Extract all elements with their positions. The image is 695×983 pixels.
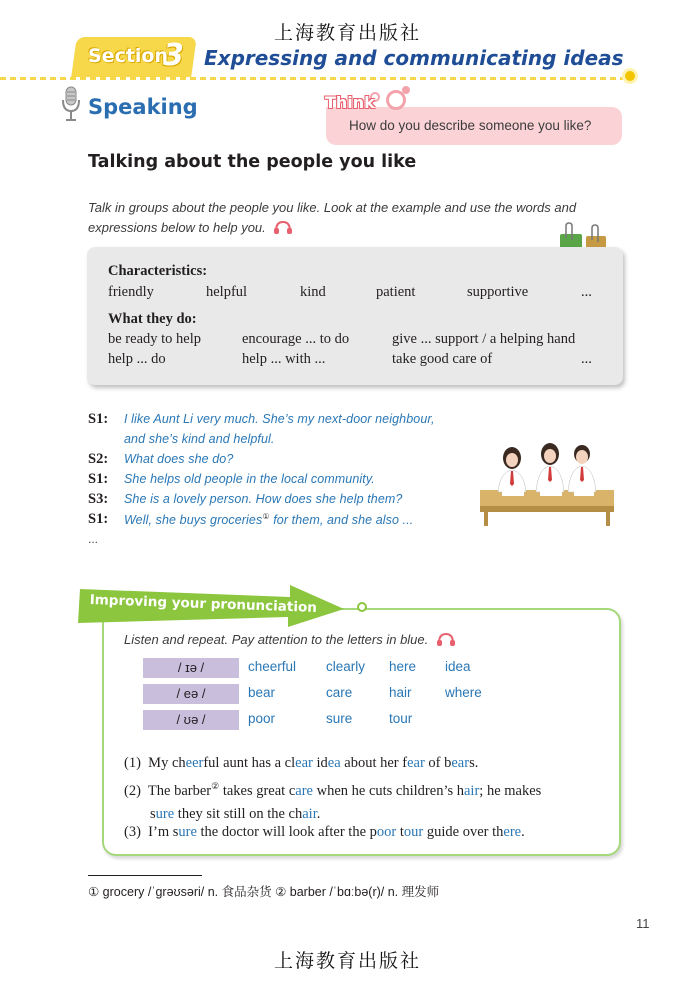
speaker-label: S1: [88,511,109,527]
sentence-number: (3) [124,824,141,840]
pronunciation-word: poor [248,711,276,726]
word-helpful: helpful [206,284,248,300]
think-decoration [402,86,410,94]
instruction-line-text: expressions below to help you. [88,220,266,235]
think-question: How do you describe someone you like? [349,118,592,133]
pronunciation-instruction-text: Listen and repeat. Pay attention to the letters in blue. [124,632,429,647]
footnote: ① grocery /ˈɡrəʊsəri/ n. 食品杂货 ② barber /ˈbɑːbə(r)/ n. 理发师 [88,885,440,899]
pronunciation-word: cheerful [248,659,297,674]
dialogue-line: She is a lovely person. How does she help them? [124,492,403,506]
phoneme-label: / eə / [143,684,239,704]
section-title: Expressing and communicating ideas [204,46,624,70]
instruction-line: Talk in groups about the people you like. Look at the example and use the words and [88,200,577,215]
pronunciation-word: idea [445,659,471,674]
task-instruction [88,198,608,238]
practice-sentence: (3) I’m sure the doctor will look after the poor tour guide over there. [124,824,525,840]
microphone-icon [60,86,82,122]
expression: encourage ... to do [242,331,350,347]
page-number: 11 [636,916,650,931]
dialogue-line: What does she do? [124,452,234,466]
speaker-label: S1: [88,411,109,427]
speaker-label: S1: [88,471,109,487]
sentence-number: (1) [124,755,141,771]
footnote-rule [88,875,202,876]
characteristics-heading: Characteristics: [108,263,208,279]
word-patient: patient [376,284,416,300]
headphones-icon[interactable] [436,632,456,646]
expression: be ready to help [108,331,202,347]
task-heading: Talking about the people you like [88,152,417,172]
section-label: Section [88,45,169,67]
pronunciation-word: bear [248,685,276,700]
dialogue-text: for them, and she also ... [269,513,414,528]
section-number: 3 [163,38,184,73]
dialogue-line: and she’s kind and helpful. [124,432,275,446]
pronunciation-word: care [326,685,353,700]
pronunciation-word: where [445,685,482,700]
speaker-label: S2: [88,451,109,467]
practice-sentence: (1) My cheerful aunt has a clear idea about her fear of bears. [124,755,479,771]
headphones-icon[interactable] [273,220,293,234]
dialogue-line: I like Aunt Li very much. She’s my next-door neighbour, [124,412,435,426]
word-friendly: friendly [108,284,154,300]
students-illustration [478,440,616,528]
word-supportive: supportive [467,284,529,300]
phoneme-label: / ɪə / [143,658,239,678]
word-kind: kind [300,284,326,300]
speaking-heading: Speaking [88,95,198,119]
think-label: Think [325,93,375,112]
dialogue-line [124,512,413,527]
instruction-line [88,218,608,238]
dialogue-line: She helps old people in the local community. [124,472,375,486]
speaker-label: S3: [88,491,109,507]
pronunciation-word: clearly [326,659,366,674]
practice-sentence: (2) The barber② takes great care when he cuts children’s hair; he makes sure they sit still on the chair. [124,781,542,822]
pronunciation-word: hair [389,685,412,700]
pronunciation-word: here [389,659,417,674]
pronunciation-word: tour [389,711,413,726]
pronunciation-banner-title: Improving your pronunciation [89,592,318,616]
publisher-watermark-bottom: 上海教育出版社 [273,950,421,972]
pronunciation-instruction [124,632,456,647]
expression: ... [581,351,592,367]
section-divider [0,77,640,80]
publisher-watermark-top: 上海教育出版社 [273,22,421,44]
what-they-do-heading: What they do: [108,311,197,327]
word-ellipsis: ... [581,284,592,300]
divider-end-dot [622,68,638,84]
expression: take good care of [392,351,493,367]
expression: help ... with ... [242,351,326,367]
footnote-marker: ① [262,512,270,521]
expression: give ... support / a helping hand [392,331,576,347]
sentence-number: (2) [124,782,141,799]
pronunciation-word: sure [326,711,353,726]
dialogue-ellipsis: ... [88,532,99,546]
phoneme-label: / ʊə / [143,710,239,730]
dialogue-text: Well, she buys groceries [124,513,263,528]
expression: help ... do [108,351,166,367]
